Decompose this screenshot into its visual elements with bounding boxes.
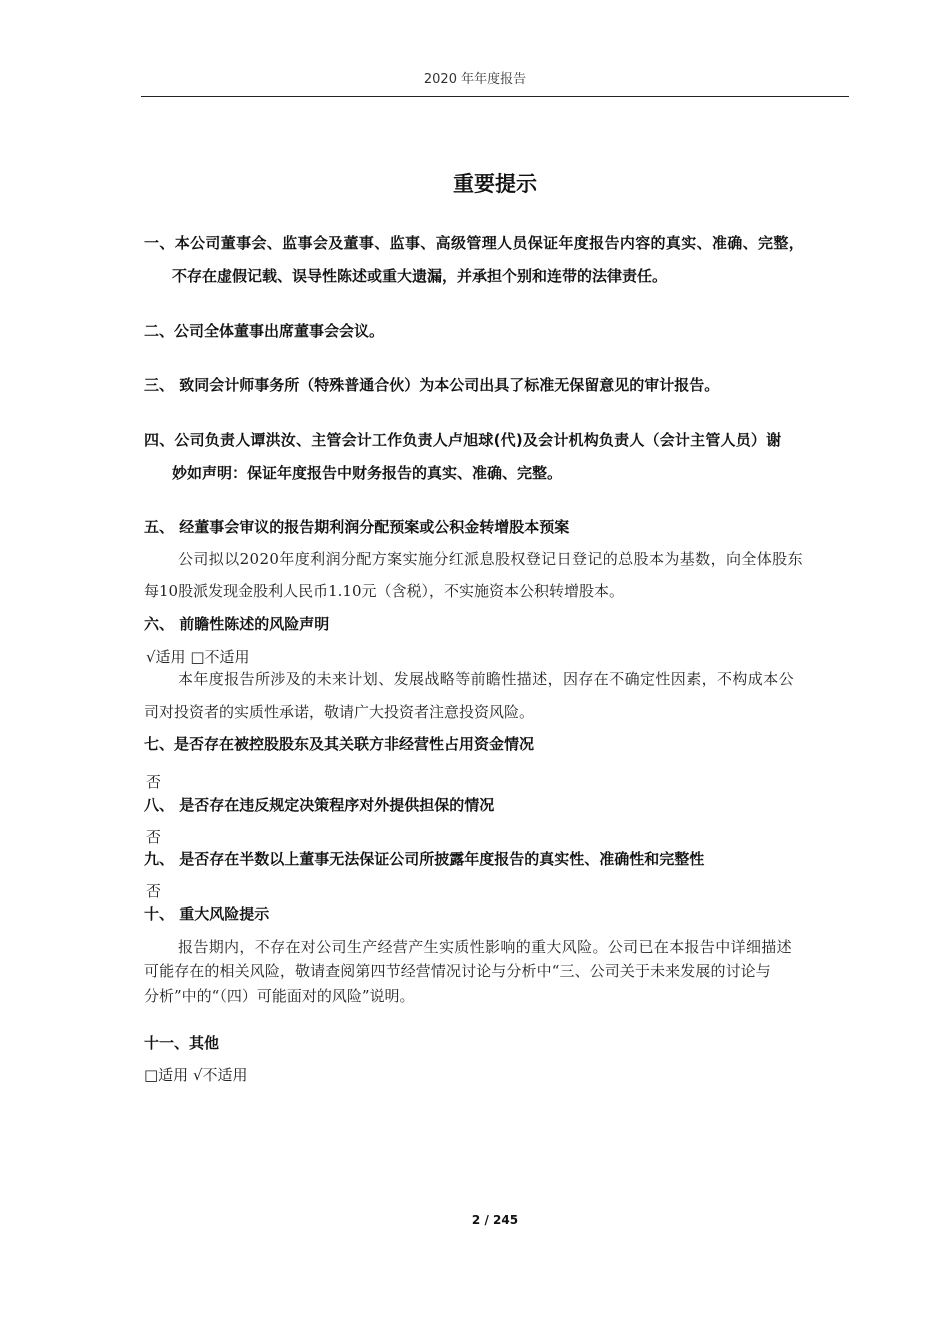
item-1-line-1: 一、本公司董事会、监事会及董事、监事、高级管理人员保证年度报告内容的真实、准确、完整， (144, 234, 805, 252)
item-4-line-1: 四、公司负责人谭洪汝、主管会计工作负责人卢旭球(代)及会计机构负责人（会计主管人员）谢 (144, 431, 782, 449)
item-7-heading: 七、是否存在被控股股东及其关联方非经营性占用资金情况 (144, 735, 535, 753)
item-5-line-2: 每10股派发现金股利人民币1.10元（含税），不实施资本公积转增股本。 (144, 582, 624, 600)
item-10-line-3: 分析”中的“（四）可能面对的风险”说明。 (144, 987, 415, 1005)
item-6-line-1: 本年度报告所涉及的未来计划、发展战略等前瞻性描述，因存在不确定性因素，不构成本公 (178, 670, 795, 688)
item-2: 二、公司全体董事出席董事会会议。 (144, 322, 385, 340)
running-header: 2020 年年度报告 (423, 72, 527, 87)
item-8-answer: 否 (146, 828, 162, 846)
item-8-heading: 八、 是否存在违反规定决策程序对外提供担保的情况 (144, 796, 495, 814)
item-9-heading: 九、 是否存在半数以上董事无法保证公司所披露年度报告的真实性、准确性和完整性 (144, 850, 705, 868)
item-7-answer: 否 (146, 773, 162, 791)
item-10-line-2: 可能存在的相关风险，敬请查阅第四节经营情况讨论与分析中“三、公司关于未来发展的讨论与 (144, 962, 771, 980)
item-10-heading: 十、 重大风险提示 (144, 905, 270, 923)
item-6-line-2: 司对投资者的实质性承诺，敬请广大投资者注意投资风险。 (144, 703, 535, 721)
item-11-heading: 十一、其他 (144, 1034, 220, 1052)
item-9-answer: 否 (146, 882, 162, 900)
item-5-heading: 五、 经董事会审议的报告期利润分配预案或公积金转增股本预案 (144, 518, 570, 536)
item-11-applicability: □适用 √不适用 (144, 1066, 248, 1084)
page-title: 重要提示 (453, 172, 537, 196)
item-1-line-2: 不存在虚假记载、误导性陈述或重大遗漏，并承担个别和连带的法律责任。 (172, 267, 668, 285)
item-3: 三、 致同会计师事务所（特殊普通合伙）为本公司出具了标准无保留意见的审计报告。 (144, 376, 720, 394)
item-6-heading: 六、 前瞻性陈述的风险声明 (144, 615, 330, 633)
page-number: 2 / 245 (471, 1213, 519, 1227)
header-divider (141, 96, 849, 97)
item-10-line-1: 报告期内，不存在对公司生产经营产生实质性影响的重大风险。公司已在本报告中详细描述 (178, 938, 793, 956)
item-6-applicability: √适用 □不适用 (146, 648, 250, 666)
item-5-line-1: 公司拟以2020年度利润分配方案实施分红派息股权登记日登记的总股本为基数，向全体股东 (178, 550, 803, 568)
item-4-line-2: 妙如声明：保证年度报告中财务报告的真实、准确、完整。 (172, 464, 563, 482)
